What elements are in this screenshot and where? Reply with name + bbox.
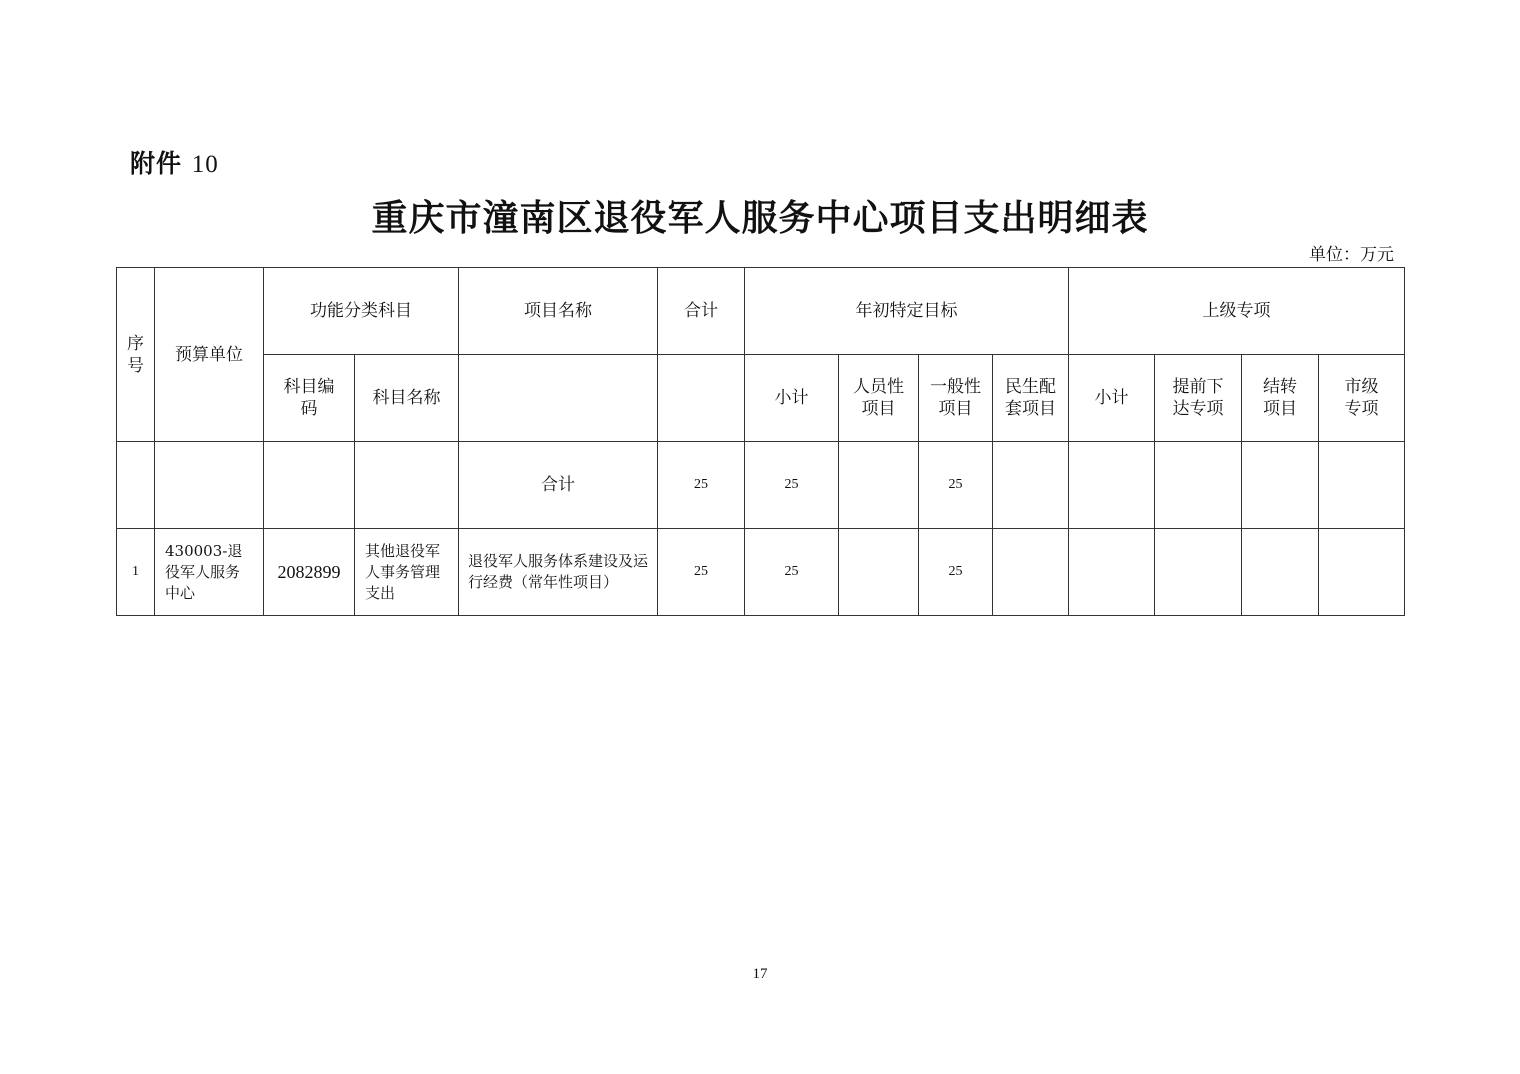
total-label: 合计 [459,442,658,529]
total-total: 25 [658,442,745,529]
page-number: 17 [752,966,768,982]
header-total-blank [658,355,745,442]
header-subject-code: 科目编码 [264,355,355,442]
row-seq: 1 [117,529,155,616]
header-sup-subtotal: 小计 [1069,355,1155,442]
row-general: 25 [919,529,993,616]
row-budget-unit: 430003-退役军人服务中心 [155,529,264,616]
header-row-2 [117,355,1405,442]
header-project-name-blank [459,355,658,442]
row-annual-subtotal: 25 [745,529,839,616]
header-personnel: 人员性项目 [839,355,919,442]
header-superior: 上级专项 [1069,268,1405,355]
table-row [117,529,1405,616]
header-annual-subtotal: 小计 [745,355,839,442]
annex-text: 附件 [130,149,183,178]
annex-number: 10 [191,151,219,178]
header-seq: 序号 [117,268,155,442]
header-carryover: 结转项目 [1242,355,1319,442]
row-project-name: 退役军人服务体系建设及运行经费（常年性项目） [459,529,658,616]
expenditure-table [116,267,1405,616]
row-subject-name: 其他退役军人事务管理支出 [355,529,459,616]
annex-label [130,144,219,180]
header-func-class: 功能分类科目 [264,268,459,355]
header-row-1 [117,268,1405,355]
row-total: 25 [658,529,745,616]
header-advance: 提前下达专项 [1155,355,1242,442]
header-budget-unit: 预算单位 [155,268,264,442]
header-general: 一般性项目 [919,355,993,442]
header-project-name: 项目名称 [459,268,658,355]
header-annual-target: 年初特定目标 [745,268,1069,355]
row-subject-code: 2082899 [264,529,355,616]
unit-label: 单位：万元 [1309,245,1394,265]
header-total: 合计 [658,268,745,355]
header-subject-name: 科目名称 [355,355,459,442]
header-city: 市级专项 [1319,355,1405,442]
total-annual-subtotal: 25 [745,442,839,529]
page-title: 重庆市潼南区退役军人服务中心项目支出明细表 [371,197,1149,239]
total-row [117,442,1405,529]
total-general: 25 [919,442,993,529]
header-livelihood: 民生配套项目 [993,355,1069,442]
